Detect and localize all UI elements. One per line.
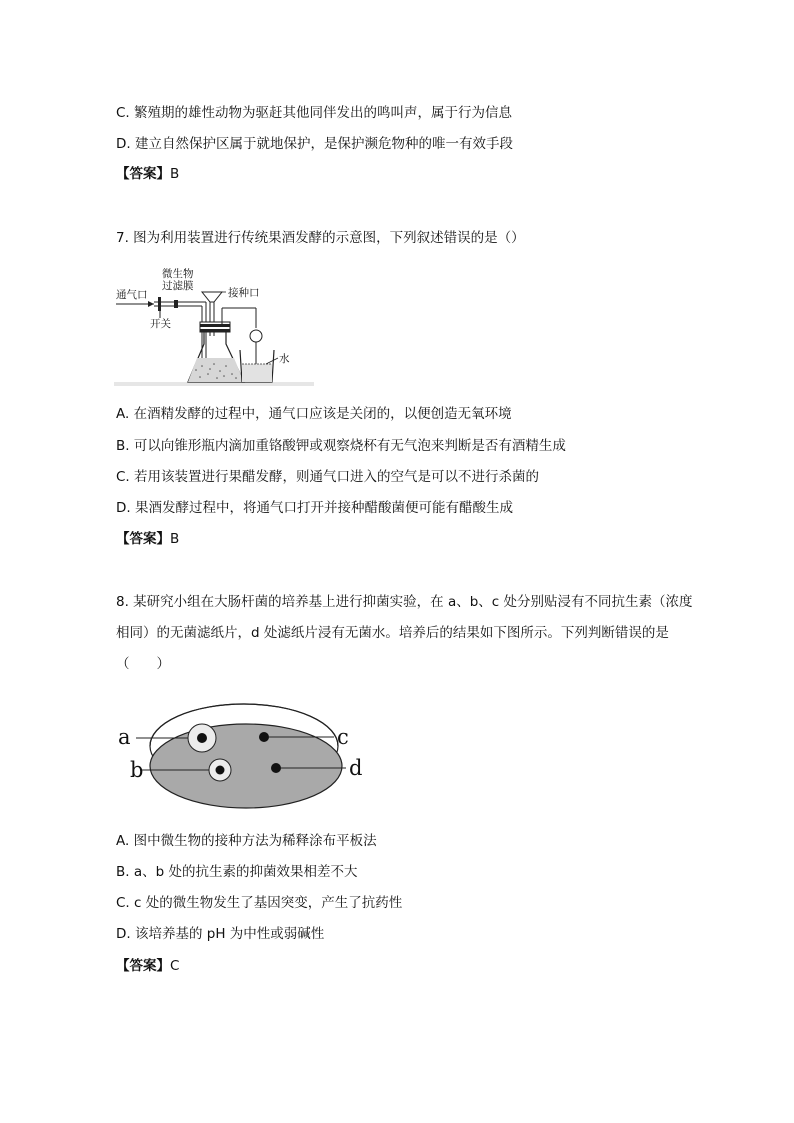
q8-label-b: b [130, 758, 144, 782]
q8-label-a: a [118, 725, 131, 749]
q8-label-d: d [349, 756, 363, 780]
q8-option-c: C. c 处的微生物发生了基因突变，产生了抗药性 [116, 895, 403, 911]
q7-option-a: A. 在酒精发酵的过程中，通气口应该是关闭的，以便创造无氧环境 [116, 406, 512, 422]
q6-answer-label: 【答案】 [116, 166, 170, 182]
q8-stem-line-2: 相同）的无菌滤纸片，d 处滤纸片浸有无菌水。培养后的结果如下图所示。下列判断错误的是 [116, 625, 669, 641]
q7-label-inoculation: 接种口 [228, 287, 260, 299]
q7-label-filter-1: 微生物 [162, 268, 194, 280]
q8-answer [116, 956, 179, 976]
q7-label-filter-2: 过滤膜 [162, 280, 194, 292]
q7-label-switch: 开关 [150, 318, 171, 330]
q7-option-d: D. 果酒发酵过程中，将通气口打开并接种醋酸菌便可能有醋酸生成 [116, 500, 513, 516]
q6-answer-value: B [170, 166, 180, 182]
q7-answer [116, 529, 179, 549]
q7-answer-value: B [170, 531, 180, 547]
q7-fermentation-apparatus-figure [114, 266, 314, 390]
q8-option-a: A. 图中微生物的接种方法为稀释涂布平板法 [116, 833, 377, 849]
q7-option-b: B. 可以向锥形瓶内滴加重铬酸钾或观察烧杯有无气泡来判断是否有酒精生成 [116, 438, 566, 454]
q6-answer [116, 164, 179, 184]
q6-option-d: D. 建立自然保护区属于就地保护，是保护濒危物种的唯一有效手段 [116, 136, 513, 152]
q6-option-c: C. 繁殖期的雄性动物为驱赶其他同伴发出的鸣叫声，属于行为信息 [116, 105, 513, 121]
q7-label-water: 水 [279, 353, 290, 365]
q8-petri-dish-figure [114, 688, 374, 820]
q8-stem-line-1: 8. 某研究小组在大肠杆菌的培养基上进行抑菌实验，在 a、b、c 处分别贴浸有不同抗生素（浓度 [116, 594, 693, 610]
q7-option-c: C. 若用该装置进行果醋发酵，则通气口进入的空气是可以不进行杀菌的 [116, 469, 540, 485]
q8-answer-value: C [170, 958, 180, 974]
q8-option-b: B. a、b 处的抗生素的抑菌效果相差不大 [116, 864, 358, 880]
q8-answer-label: 【答案】 [116, 958, 170, 974]
q8-stem-line-3: （ ） [116, 656, 170, 672]
q8-option-d: D. 该培养基的 pH 为中性或弱碱性 [116, 926, 325, 942]
q7-label-inlet: 通气口 [116, 289, 148, 301]
q7-answer-label: 【答案】 [116, 531, 170, 547]
q7-stem: 7. 图为利用装置进行传统果酒发酵的示意图，下列叙述错误的是（） [116, 230, 525, 246]
q8-label-c: c [337, 725, 349, 749]
